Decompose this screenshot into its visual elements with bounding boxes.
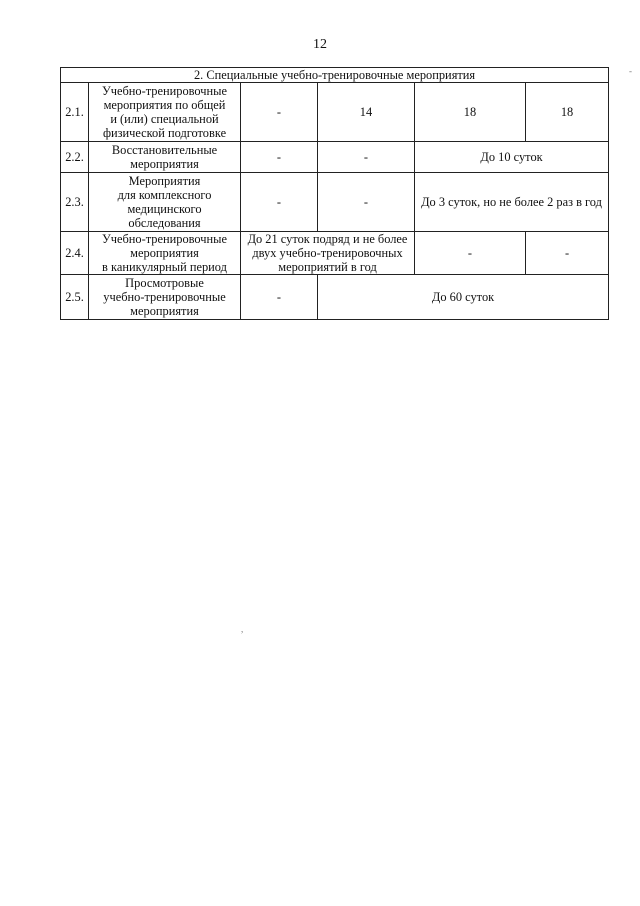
scan-edge-mark: - (629, 66, 632, 76)
event-name: Восстановительные мероприятия (89, 142, 241, 173)
training-events-table (60, 67, 609, 320)
table-row (61, 142, 609, 173)
cell-value: - (241, 275, 318, 320)
cell-value: - (241, 173, 318, 232)
cell-value-merged: До 21 суток подряд и не более двух учебно-тренировочных мероприятий в год (241, 232, 415, 275)
cell-value: - (415, 232, 526, 275)
table-row (61, 275, 609, 320)
event-name: Учебно-тренировочные мероприятия в каникулярный период (89, 232, 241, 275)
row-number: 2.4. (61, 232, 89, 275)
scan-stray-mark: , (241, 624, 244, 634)
cell-value: 14 (318, 83, 415, 142)
row-number: 2.5. (61, 275, 89, 320)
cell-value: - (318, 173, 415, 232)
row-number: 2.2. (61, 142, 89, 173)
event-name: Учебно-тренировочные мероприятия по общей и (или) специальной физической подготовке (89, 83, 241, 142)
cell-value: - (318, 142, 415, 173)
cell-value: - (526, 232, 609, 275)
cell-value: - (241, 83, 318, 142)
cell-value: 18 (526, 83, 609, 142)
table-row (61, 232, 609, 275)
section-header-row (61, 68, 609, 83)
event-name: Просмотровые учебно-тренировочные мероприятия (89, 275, 241, 320)
row-number: 2.1. (61, 83, 89, 142)
row-number: 2.3. (61, 173, 89, 232)
table-row (61, 173, 609, 232)
table-row (61, 83, 609, 142)
event-name: Мероприятия для комплексного медицинского обследования (89, 173, 241, 232)
page-number: 12 (313, 37, 327, 52)
cell-value: - (241, 142, 318, 173)
cell-value-merged: До 60 суток (318, 275, 609, 320)
cell-value: 18 (415, 83, 526, 142)
section-title: 2. Специальные учебно-тренировочные мероприятия (61, 68, 609, 83)
cell-value-merged: До 3 суток, но не более 2 раз в год (415, 173, 609, 232)
cell-value-merged: До 10 суток (415, 142, 609, 173)
